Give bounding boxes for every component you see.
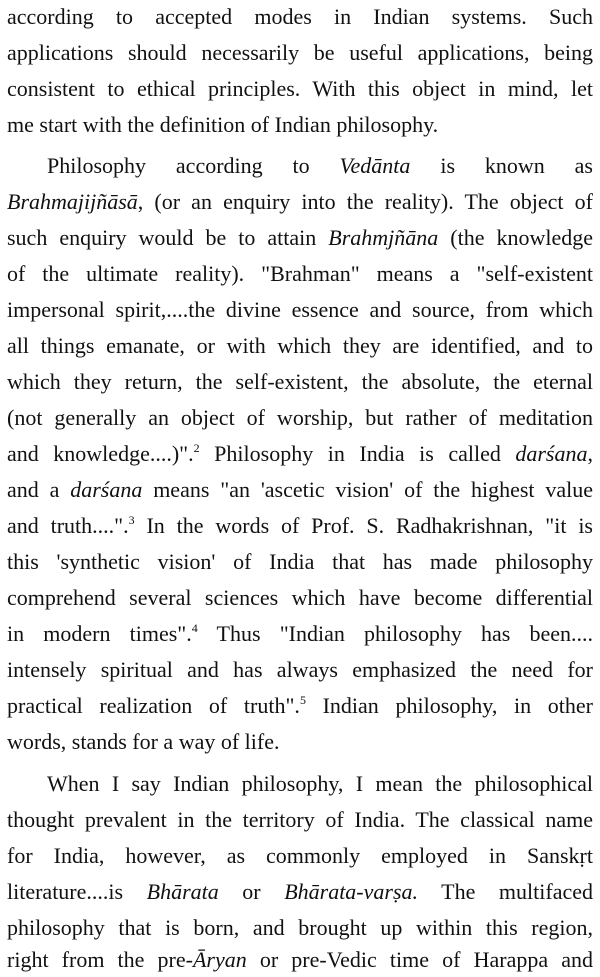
text-run: , bbox=[587, 441, 593, 466]
text-run: of the ultimate reality). "Brahman" means a "self-existent bbox=[7, 261, 593, 286]
text-line bbox=[7, 475, 593, 505]
text-line bbox=[7, 547, 593, 577]
text-line bbox=[7, 187, 593, 217]
text-line bbox=[7, 945, 593, 975]
text-run: When I say Indian philosophy, I mean the philosophical bbox=[47, 771, 593, 796]
text-run: thought prevalent in the territory of India. The classical name bbox=[7, 807, 593, 832]
text-run: for India, however, as commonly employed in Sanskṛt bbox=[7, 843, 593, 868]
italic-term: Āryan bbox=[192, 947, 247, 972]
italic-term: Brahmajijñāsā bbox=[7, 189, 138, 214]
text-line bbox=[7, 913, 593, 943]
text-line bbox=[7, 2, 593, 32]
text-line bbox=[7, 841, 593, 871]
text-run: Indian philosophy, in other bbox=[305, 693, 593, 718]
footnote-ref: 5 bbox=[299, 693, 306, 707]
italic-term: Bhārata bbox=[146, 879, 219, 904]
text-run: which they return, the self-existent, the absolute, the eternal bbox=[7, 369, 593, 394]
text-run: or bbox=[218, 879, 285, 904]
text-line bbox=[7, 805, 593, 835]
footnote-ref: 3 bbox=[128, 513, 135, 527]
text-line bbox=[7, 583, 593, 613]
text-line bbox=[7, 439, 593, 469]
text-run: or pre-Vedic time of Harappa and bbox=[246, 947, 593, 972]
text-run: such enquiry would be to attain bbox=[7, 225, 329, 250]
text-run: intensely spiritual and has always emphasized the need for bbox=[7, 657, 593, 682]
text-line bbox=[7, 403, 593, 433]
text-line bbox=[7, 367, 593, 397]
text-run: (the knowledge bbox=[438, 225, 593, 250]
italic-term: darśana bbox=[515, 441, 588, 466]
text-run: words, stands for a way of life. bbox=[7, 729, 280, 754]
text-run: impersonal spirit,....the divine essence and source, from which bbox=[7, 297, 593, 322]
text-line bbox=[7, 74, 593, 104]
text-line bbox=[7, 110, 593, 140]
text-run: Thus "Indian philosophy has been.... bbox=[197, 621, 593, 646]
text-line bbox=[7, 877, 593, 907]
italic-term: darśana bbox=[70, 477, 143, 502]
text-line bbox=[47, 769, 593, 799]
text-run: in modern times". bbox=[7, 621, 192, 646]
text-run: consistent to ethical principles. With this object in mind, let bbox=[7, 76, 593, 101]
text-run: right from the pre- bbox=[7, 947, 193, 972]
footnote-ref: 2 bbox=[193, 441, 200, 455]
text-line bbox=[7, 259, 593, 289]
italic-term: Brahmjñāna bbox=[328, 225, 439, 250]
text-run: according to accepted modes in Indian systems. Such bbox=[7, 4, 593, 29]
text-run: , (or an enquiry into the reality). The object of bbox=[137, 189, 593, 214]
italic-term: Vedānta bbox=[339, 153, 411, 178]
text-run: and knowledge....)". bbox=[7, 441, 194, 466]
text-run: this 'synthetic vision' of India that has made philosophy bbox=[7, 549, 593, 574]
text-run: is known as bbox=[410, 153, 593, 178]
text-line bbox=[7, 223, 593, 253]
text-line bbox=[7, 331, 593, 361]
text-line bbox=[7, 655, 593, 685]
text-line bbox=[7, 38, 593, 68]
text-line bbox=[47, 151, 593, 181]
text-run: practical realization of truth". bbox=[7, 693, 300, 718]
text-run: comprehend several sciences which have become differential bbox=[7, 585, 593, 610]
text-run: The multifaced bbox=[418, 879, 593, 904]
italic-term: Bhārata-varṣa. bbox=[284, 879, 419, 904]
text-run: Philosophy according to bbox=[47, 153, 340, 178]
text-line bbox=[7, 619, 593, 649]
text-run: applications should necessarily be useful applications, being bbox=[7, 40, 593, 65]
text-run: philosophy that is born, and brought up within this region, bbox=[7, 915, 593, 940]
text-run: and a bbox=[7, 477, 71, 502]
text-line bbox=[7, 511, 593, 541]
text-run: literature....is bbox=[7, 879, 147, 904]
text-run: all things emanate, or with which they are identified, and to bbox=[7, 333, 593, 358]
text-run: me start with the definition of Indian philosophy. bbox=[7, 112, 439, 137]
text-run: Philosophy in India is called bbox=[199, 441, 516, 466]
text-run: (not generally an object of worship, but rather of meditation bbox=[7, 405, 593, 430]
text-run: In the words of Prof. S. Radhakrishnan, "it is bbox=[134, 513, 593, 538]
text-line bbox=[7, 691, 593, 721]
text-line bbox=[7, 727, 593, 757]
text-line bbox=[7, 295, 593, 325]
text-run: and truth....". bbox=[7, 513, 129, 538]
footnote-ref: 4 bbox=[191, 621, 198, 635]
text-run: means "an 'ascetic vision' of the highest value bbox=[142, 477, 593, 502]
